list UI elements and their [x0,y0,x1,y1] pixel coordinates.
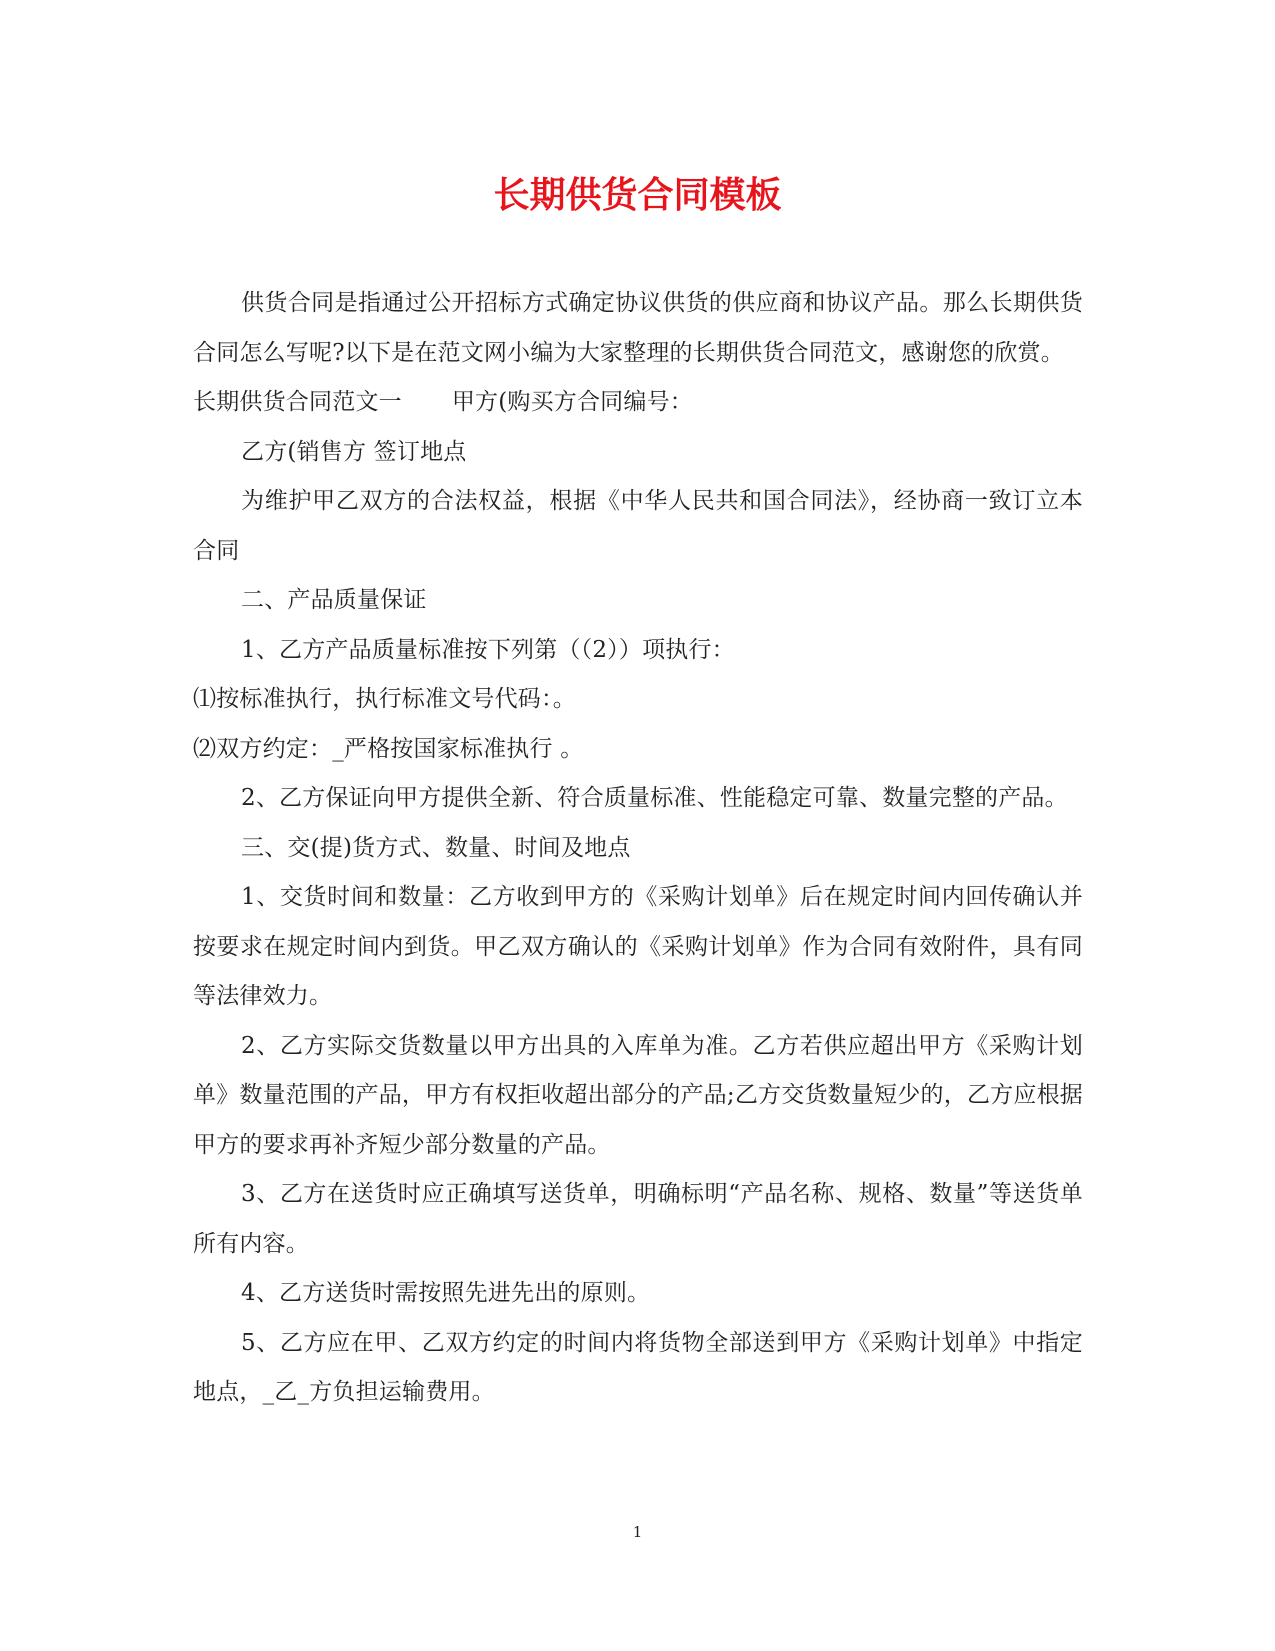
clause-quality-2: 2、乙方保证向甲方提供全新、符合质量标准、性能稳定可靠、数量完整的产品。 [241,785,1068,811]
party-b-line: 乙方(销售方 签订地点 [241,438,467,465]
clause-quality-1: 1、乙方产品质量标准按下列第（（2））项执行： [241,636,735,663]
document-body [193,279,1083,1418]
clause-quality-1-option-1: ⑴按标准执行，执行标准文号代码：。 [193,686,576,712]
preamble-paragraph: 为维护甲乙双方的合法权益，根据《中华人民共和国合同法》，经协商一致订立本合同 [193,488,1083,564]
clause-delivery-5: 5、乙方应在甲、乙双方约定的时间内将货物全部送到甲方《采购计划单》中指定地点，_乙_方负担运输费用。 [193,1329,1083,1405]
page-number: 1 [632,1523,643,1541]
party-a-label: 甲方(购买方合同编号： [451,389,693,415]
section-heading-quality: 二、产品质量保证 [241,587,427,613]
intro-paragraph: 供货合同是指通过公开招标方式确定协议供货的供应商和协议产品。那么长期供货合同怎么写呢?以下是在范文网小编为大家整理的长期供货合同范文，感谢您的欣赏。 [193,290,1083,366]
contract-header-line [193,378,1083,428]
clause-delivery-3: 3、乙方在送货时应正确填写送货单，明确标明“产品名称、规格、数量”等送货单所有内容。 [193,1181,1083,1257]
clause-delivery-1: 1、交货时间和数量：乙方收到甲方的《采购计划单》后在规定时间内回传确认并按要求在规定时间内到货。甲乙双方确认的《采购计划单》作为合同有效附件，具有同等法律效力。 [193,884,1083,1009]
section-heading-delivery: 三、交(提)货方式、数量、时间及地点 [241,834,631,861]
clause-delivery-2: 2、乙方实际交货数量以甲方出具的入库单为准。乙方若供应超出甲方《采购计划单》数量范围的产品，甲方有权拒收超出部分的产品;乙方交货数量短少的，乙方应根据甲方的要求再补齐短少部分数量的产品。 [193,1032,1083,1158]
clause-delivery-4: 4、乙方送货时需按照先进先出的原则。 [241,1280,651,1306]
document-title: 长期供货合同模板 [493,174,782,216]
contract-sample-label: 长期供货合同范文一 [193,389,402,415]
clause-quality-1-option-2: ⑵双方约定：_严格按国家标准执行 。 [193,735,584,762]
